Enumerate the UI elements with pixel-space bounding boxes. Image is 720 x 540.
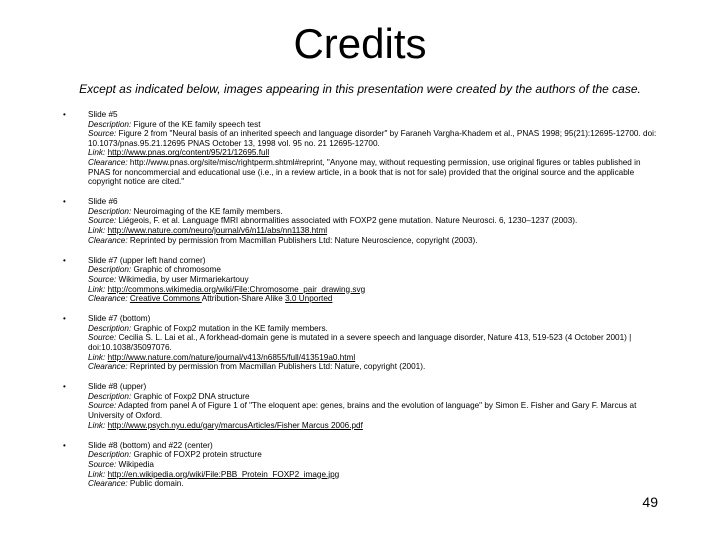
- source-label: Source:: [88, 216, 117, 226]
- credit-description: Graphic of Foxp2 DNA structure: [131, 391, 250, 401]
- credit-clearance: Reprinted by permission from Macmillan Publishers Ltd: Nature, copyright (2001).: [127, 362, 426, 372]
- description-label: Description:: [88, 391, 132, 401]
- link-label: Link:: [88, 148, 106, 158]
- clearance-label: Clearance:: [88, 294, 128, 304]
- bullet-icon: •: [63, 197, 66, 207]
- link-label: Link:: [88, 284, 106, 294]
- credit-clearance: Public domain.: [127, 479, 184, 489]
- bullet-icon: •: [63, 314, 66, 324]
- link-label: Link:: [88, 352, 106, 362]
- description-label: Description:: [88, 450, 132, 460]
- unported-link[interactable]: 3.0 Unported: [285, 294, 333, 304]
- credit-description: Graphic of chromosome: [131, 265, 221, 275]
- credit-item: [63, 382, 662, 430]
- bullet-icon: •: [63, 440, 66, 450]
- credit-item: [63, 440, 662, 489]
- credit-slide: Slide #8 (bottom) and #22 (center): [88, 440, 213, 450]
- credit-slide: Slide #7 (bottom): [88, 314, 151, 324]
- credit-link[interactable]: http://commons.wikimedia.org/wiki/File:Chromosome_pair_drawing.svg: [107, 284, 366, 294]
- credit-description: Figure of the KE family speech test: [131, 119, 261, 129]
- clearance-label: Clearance:: [88, 157, 128, 167]
- description-label: Description:: [88, 119, 132, 129]
- credit-slide: Slide #7 (upper left hand corner): [88, 255, 206, 265]
- clearance-label: Clearance:: [88, 235, 128, 245]
- description-label: Description:: [88, 323, 132, 333]
- credit-link[interactable]: http://www.pnas.org/content/95/21/12695.full: [107, 148, 270, 158]
- credit-item: [63, 197, 662, 245]
- source-label: Source:: [88, 333, 117, 343]
- credit-description: Graphic of Foxp2 mutation in the KE family members.: [131, 323, 328, 333]
- clearance-license-text: Attribution-Share Alike: [201, 294, 286, 304]
- clearance-label: Clearance:: [88, 362, 128, 372]
- credit-item: [63, 255, 662, 304]
- source-label: Source:: [88, 274, 117, 284]
- bullet-icon: •: [63, 382, 66, 392]
- credit-link[interactable]: http://en.wikipedia.org/wiki/File:PBB_Protein_FOXP2_image.jpg: [107, 469, 340, 479]
- link-label: Link:: [88, 420, 106, 430]
- source-label: Source:: [88, 129, 117, 139]
- credit-link[interactable]: http://www.nature.com/neuro/journal/v6/n11/abs/nn1138.html: [107, 226, 328, 236]
- bullet-icon: •: [63, 255, 66, 265]
- link-label: Link:: [88, 469, 106, 479]
- description-label: Description:: [88, 265, 132, 275]
- credit-slide: Slide #8 (upper): [88, 382, 147, 392]
- credit-clearance: http://www.pnas.org/site/misc/rightperm.shtml#reprint, "Anyone may, without requesting permission, use original figures or tables published in PNAS for noncommercial and educational use (i.e., in a review article, in a book that is not for sale) provided that the original source and the applicable copyright notice are cited.": [88, 157, 641, 187]
- credit-source: Adapted from panel A of Figure 1 of "The eloquent ape: genes, brains and the evolution of language" by Simon E. Fisher and Gary F. Marcus at University of Oxford.: [88, 401, 637, 421]
- credit-link[interactable]: http://www.nature.com/nature/journal/v413/n6855/full/413519a0.html: [107, 352, 356, 362]
- source-label: Source:: [88, 401, 117, 411]
- page-title: Credits: [293, 20, 427, 67]
- credit-source: Wikimedia, by user Mirmariekartouy: [116, 274, 249, 284]
- bullet-icon: •: [63, 110, 66, 119]
- credit-item: [63, 314, 662, 372]
- credit-slide: Slide #5: [88, 110, 118, 119]
- description-label: Description:: [88, 206, 132, 216]
- credit-slide: Slide #6: [88, 197, 118, 207]
- credit-description: Graphic of FOXP2 protein structure: [131, 450, 262, 460]
- credit-item: [63, 110, 662, 187]
- credit-source: Figure 2 from "Neural basis of an inherited speech and language disorder" by Faraneh Vargha-Khadem et al., PNAS 1998; 95(21):12695-12700. doi: 10.1073/pnas.95.21.12695 PNAS October 13, 1998 vol. 95 no. 21 12695-12700.: [88, 129, 657, 148]
- credit-source: Wikipedia: [116, 459, 154, 469]
- credits-list: [63, 110, 662, 499]
- credit-description: Neuroimaging of the KE family members.: [131, 206, 283, 216]
- intro-text: Except as indicated below, images appearing in this presentation were created by the authors of the case.: [79, 82, 641, 96]
- link-label: Link:: [88, 226, 106, 236]
- creative-commons-link[interactable]: Creative Commons: [129, 294, 202, 304]
- credit-link[interactable]: http://www.psych.nyu.edu/gary/marcusArticles/Fisher Marcus 2006.pdf: [107, 420, 363, 430]
- credit-source: Cecilia S. L. Lai et al., A forkhead-domain gene is mutated in a severe speech and language disorder, Nature 413, 519-523 (4 October 2001) | doi:10.1038/35097076.: [88, 333, 632, 352]
- source-label: Source:: [88, 459, 117, 469]
- credit-source: Liégeois, F. et al. Language fMRI abnormalities associated with FOXP2 gene mutation. Nature Neurosci. 6, 1230–1237 (2003).: [116, 216, 578, 226]
- clearance-label: Clearance:: [88, 479, 128, 489]
- credit-clearance: Reprinted by permission from Macmillan Publishers Ltd: Nature Neuroscience, copyright (2003).: [127, 235, 478, 245]
- page-number: 49: [642, 494, 658, 510]
